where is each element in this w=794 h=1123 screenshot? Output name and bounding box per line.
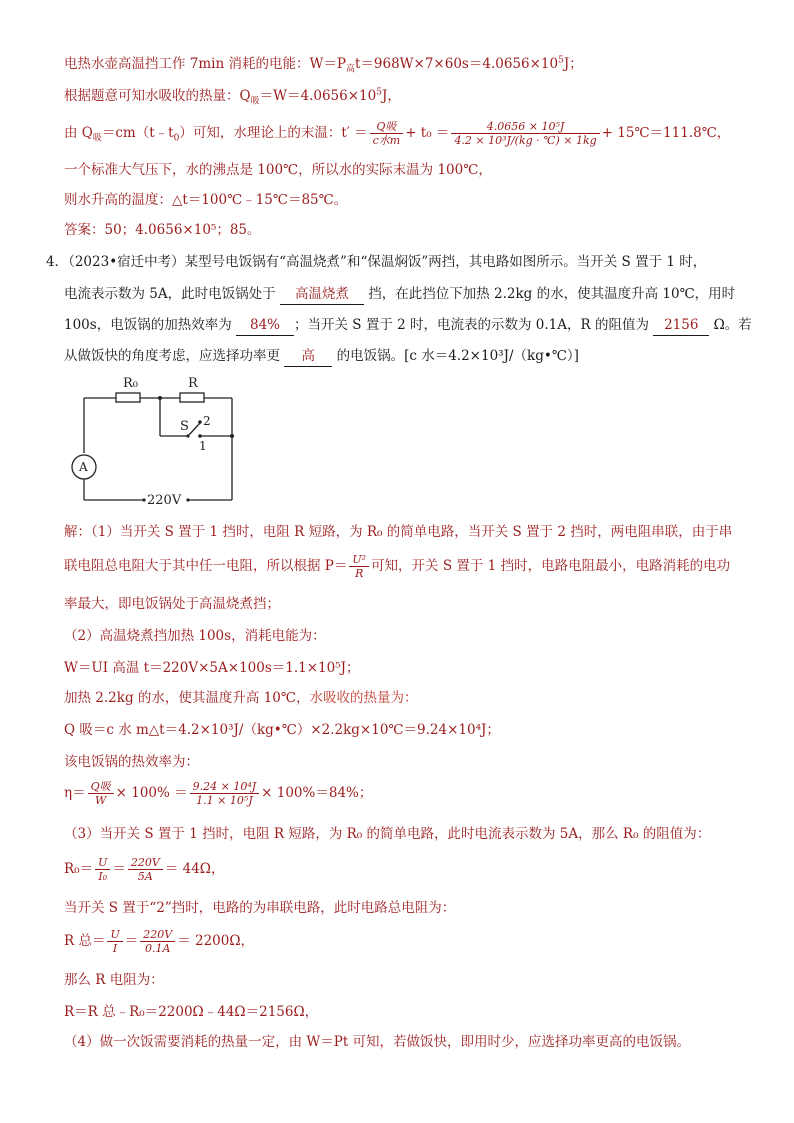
denominator: W <box>94 794 107 807</box>
fraction <box>451 120 599 147</box>
subscript: 吸 <box>92 133 102 144</box>
answer-blank: 高 <box>284 346 332 367</box>
numerator: 220V <box>128 856 163 870</box>
solution-line: 当开关 S 置于“2”挡时，电路的为串联电路，此时电路总电阻为： <box>64 900 456 916</box>
text: ）可知，水理论上的末温：t′ ＝ <box>179 125 368 141</box>
position-1-label: 1 <box>199 439 207 453</box>
solution-line <box>64 550 730 582</box>
solution-line: 解：（1）当开关 S 置于 1 挡时，电阻 R 短路，为 R₀ 的简单电路，当开关 S 置于 2 挡时，两电阻串联，由于串 <box>64 524 733 540</box>
text: 的电饭锅。[c 水＝4.2×10³J/（kg•℃）] <box>336 348 579 364</box>
solution-line: 率最大，即电饭锅处于高温烧煮挡； <box>64 596 280 612</box>
subscript: 高 <box>345 64 355 75</box>
denominator: 1.1 × 10⁵J <box>196 794 253 807</box>
text: ＝cm（t﹣t <box>101 125 174 141</box>
numerator: 220V <box>140 928 175 942</box>
solution-line <box>64 688 417 708</box>
text: Ω。若 <box>713 317 752 333</box>
text: 从做饭快的角度考虑，应选择功率更 <box>64 348 280 364</box>
circuit-diagram <box>60 372 260 522</box>
text: 加热 2.2kg 的水，使其温度升高 10℃， <box>64 690 310 706</box>
text: 挡，在此挡位下加热 2.2kg 的水，使其温度升高 10℃，用时 <box>368 286 736 302</box>
text: ＝ 44Ω， <box>164 861 225 877</box>
text: η＝ <box>64 785 86 801</box>
numerator: 9.24 × 10⁴J <box>190 780 260 794</box>
answer-blank: 高温烧煮 <box>280 284 364 305</box>
text: 100s，电饭锅的加热效率为 <box>64 317 232 333</box>
resistor-r <box>180 393 204 402</box>
numerator: 4.0656 × 10⁵J <box>451 120 599 134</box>
superscript: 5 <box>558 55 564 66</box>
answer-line: 答案：50；4.0656×10⁵；85。 <box>64 222 261 238</box>
text: ；当开关 S 置于 2 时，电流表的示数为 0.1A，R 的阻值为 <box>294 317 649 333</box>
text-line <box>64 54 583 74</box>
text-line <box>64 116 730 150</box>
switch-contact-1 <box>198 434 202 438</box>
denominator: I <box>112 942 118 955</box>
text: 电热水壶高温挡工作 7min 消耗的电能：W＝P <box>64 56 346 72</box>
text: 水吸收的热量为： <box>309 690 418 706</box>
junction-dot <box>158 396 162 400</box>
position-2-label: 2 <box>203 414 211 428</box>
solution-line: Q 吸＝c 水 m△t＝4.2×10³J/（kg•℃）×2.2kg×10℃＝9.24×10⁴J； <box>64 722 500 738</box>
terminal-dot <box>186 498 189 501</box>
text: × 100%＝84%； <box>261 785 373 801</box>
text: ＝ 2200Ω， <box>177 933 255 949</box>
denominator: I₀ <box>98 870 108 883</box>
fraction <box>107 928 122 955</box>
numerator: U <box>107 928 122 942</box>
question-line: 4．（2023•宿迁中考）某型号电饭锅有“高温烧煮”和“保温焖饭”两挡，其电路如图所示。当开关 S 置于 1 时， <box>46 254 707 270</box>
superscript: 5 <box>376 87 382 98</box>
text: 电流表示数为 5A，此时电饭锅处于 <box>64 286 276 302</box>
text: ＝ <box>112 861 126 877</box>
denominator: 0.1A <box>145 942 171 955</box>
fraction <box>190 780 260 807</box>
fraction <box>88 780 114 807</box>
text: R 总＝ <box>64 933 106 949</box>
text: + t₀ ＝ <box>405 125 450 141</box>
solution-line: （4）做一次饭需要消耗的热量一定，由 W＝Pt 可知，若做饭快，即用时少，应选择功率更高的电饭锅。 <box>64 1034 691 1050</box>
question-line <box>64 284 735 305</box>
denominator: R <box>355 567 364 580</box>
r-label: R <box>188 376 198 391</box>
subscript: 吸 <box>250 96 260 107</box>
subscript: 0 <box>173 133 180 144</box>
fraction <box>95 856 110 883</box>
solution-line: R＝R 总﹣R₀＝2200Ω﹣44Ω＝2156Ω， <box>64 1004 319 1020</box>
text-line <box>64 86 401 106</box>
solution-line <box>64 852 224 886</box>
text: + 15℃＝111.8℃， <box>601 125 731 141</box>
fraction <box>349 553 369 580</box>
voltage-label: 220V <box>147 493 182 508</box>
switch-label: S <box>180 419 189 434</box>
numerator: Q吸 <box>88 780 114 794</box>
solution-line: W＝UI 高温 t＝220V×5A×100s＝1.1×10⁵J； <box>64 660 360 676</box>
text: 由 Q <box>64 125 93 141</box>
solution-line: 那么 R 电阻为： <box>64 972 164 988</box>
numerator: Q吸 <box>370 120 404 134</box>
fraction <box>140 928 175 955</box>
solution-line <box>64 924 254 958</box>
switch-blade <box>188 423 200 436</box>
text: × 100% ＝ <box>115 785 188 801</box>
fraction <box>128 856 163 883</box>
text: 联电阻总电阻大于其中任一电阻，所以根据 P＝ <box>64 558 348 574</box>
r0-label: R₀ <box>123 376 138 391</box>
denominator: 5A <box>137 870 153 883</box>
text: R₀＝ <box>64 861 94 877</box>
denominator: 4.2 × 10³J/(kg · ℃) × 1kg <box>454 134 597 147</box>
text: 根据题意可知水吸收的热量：Q <box>64 88 251 104</box>
text: ＝ <box>124 933 139 949</box>
fraction <box>370 120 404 147</box>
ammeter-label: A <box>79 460 88 474</box>
solution-line: 该电饭锅的热效率为： <box>64 754 199 770</box>
resistor-r0 <box>116 393 140 402</box>
question-line <box>64 346 579 367</box>
text: 可知，开关 S 置于 1 挡时，电路电阻最小，电路消耗的电功 <box>371 558 731 574</box>
answer-blank: 84% <box>236 315 294 336</box>
switch-contact-2 <box>198 420 202 424</box>
answer-blank: 2156 <box>653 315 709 336</box>
text: ＝W＝4.0656×10 <box>259 88 377 104</box>
solution-line: （3）当开关 S 置于 1 挡时，电阻 R 短路，为 R₀ 的简单电路，此时电流表示数为 5A，那么 R₀ 的阻值为： <box>64 826 711 842</box>
text-line: 则水升高的温度：△t＝100℃﹣15℃＝85℃。 <box>64 192 348 208</box>
terminal-dot <box>142 498 145 501</box>
numerator: U² <box>349 553 369 567</box>
text: J； <box>563 56 583 72</box>
text: J， <box>381 88 401 104</box>
switch-pivot <box>186 434 189 437</box>
solution-line <box>64 776 372 810</box>
solution-line: （2）高温烧煮挡加热 100s，消耗电能为： <box>64 628 326 644</box>
junction-dot <box>230 434 234 438</box>
text-line: 一个标准大气压下，水的沸点是 100℃，所以水的实际末温为 100℃， <box>64 162 492 178</box>
numerator: U <box>95 856 110 870</box>
text: t＝968W×7×60s＝4.0656×10 <box>354 56 559 72</box>
question-line <box>64 315 752 336</box>
denominator: c水m <box>372 134 401 147</box>
